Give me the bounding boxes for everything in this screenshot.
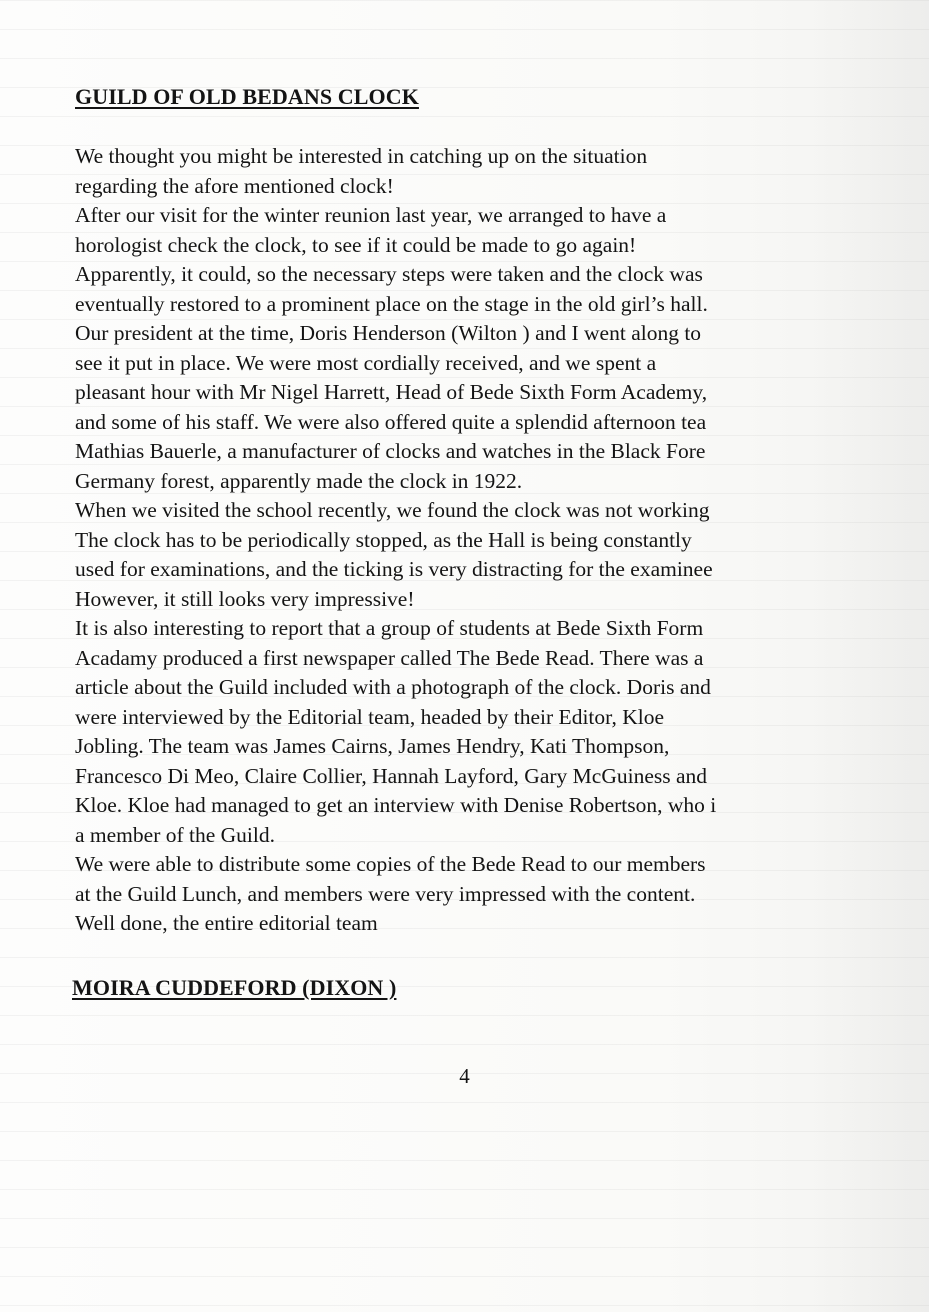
body-line: Jobling. The team was James Cairns, James Hendry, Kati Thompson, bbox=[75, 734, 670, 758]
body-line: After our visit for the winter reunion last year, we arranged to have a bbox=[75, 203, 667, 227]
body-line: Mathias Bauerle, a manufacturer of clocks and watches in the Black Fore bbox=[75, 439, 706, 463]
body-line: When we visited the school recently, we found the clock was not working bbox=[75, 498, 710, 522]
page-number: 4 bbox=[459, 1064, 470, 1088]
body-line: Our president at the time, Doris Henderson (Wilton ) and I went along to bbox=[75, 321, 702, 345]
section-heading-moira-cuddeford: MOIRA CUDDEFORD (DIXON ) bbox=[72, 975, 397, 1000]
body-line: We were able to distribute some copies of the Bede Read to our members bbox=[75, 852, 706, 876]
body-line: Apparently, it could, so the necessary steps were taken and the clock was bbox=[75, 262, 703, 286]
body-line: The clock has to be periodically stopped, as the Hall is being constantly bbox=[75, 527, 692, 552]
body-line: a member of the Guild. bbox=[75, 822, 276, 847]
body-line: eventually restored to a prominent place on the stage in the old girl’s hall. bbox=[75, 291, 708, 316]
body-line: pleasant hour with Mr Nigel Harrett, Head of Bede Sixth Form Academy, bbox=[75, 380, 708, 404]
body-line: It is also interesting to report that a group of students at Bede Sixth Form bbox=[75, 616, 704, 640]
body-line: Francesco Di Meo, Claire Collier, Hannah Layford, Gary McGuiness and bbox=[75, 763, 708, 788]
body-line: used for examinations, and the ticking is very distracting for the examinee bbox=[75, 557, 713, 581]
body-line: Germany forest, apparently made the clock in 1922. bbox=[75, 468, 523, 493]
body-line: regarding the afore mentioned clock! bbox=[75, 173, 394, 198]
body-line: However, it still looks very impressive! bbox=[75, 586, 415, 611]
body-line: article about the Guild included with a photograph of the clock. Doris and bbox=[75, 675, 711, 699]
body-line: and some of his staff. We were also offered quite a splendid afternoon tea bbox=[75, 409, 707, 434]
body-line: horologist check the clock, to see if it could be made to go again! bbox=[75, 232, 637, 257]
body-line: Kloe. Kloe had managed to get an interview with Denise Robertson, who i bbox=[75, 793, 717, 817]
section-heading-guild-clock: GUILD OF OLD BEDANS CLOCK bbox=[75, 84, 419, 109]
body-line: Well done, the entire editorial team bbox=[75, 911, 378, 935]
body-line: Acadamy produced a first newspaper called The Bede Read. There was a bbox=[75, 645, 704, 670]
section-body-guild-clock bbox=[75, 142, 835, 939]
body-line: at the Guild Lunch, and members were very impressed with the content. bbox=[75, 881, 696, 906]
body-line: We thought you might be interested in catching up on the situation bbox=[75, 144, 648, 168]
body-line: see it put in place. We were most cordially received, and we spent a bbox=[75, 350, 657, 375]
body-line: were interviewed by the Editorial team, headed by their Editor, Kloe bbox=[75, 704, 664, 729]
